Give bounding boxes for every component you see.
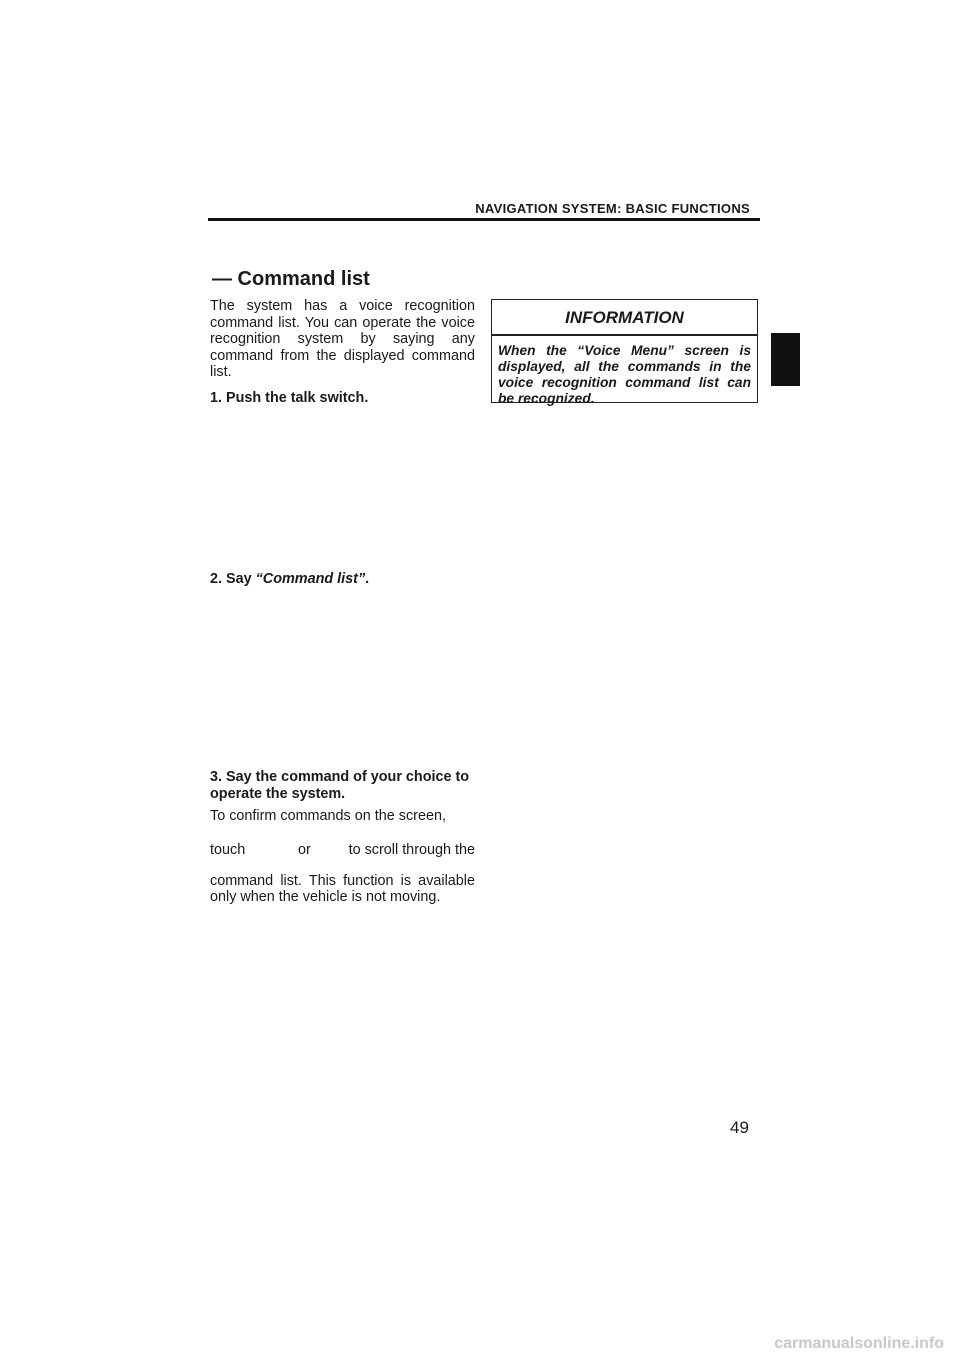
header-rule (208, 218, 760, 221)
section-title: — Command list (212, 268, 370, 290)
watermark: carmanualsonline.info (774, 1335, 944, 1352)
information-box (491, 299, 758, 407)
step-3-block (210, 769, 475, 906)
scroll-or-word: or (298, 841, 311, 858)
step-1: 1. Push the talk switch. (210, 389, 369, 406)
scroll-line-1: To confirm commands on the screen, (210, 808, 446, 824)
section-tab-marker (771, 333, 800, 386)
running-header: NAVIGATION SYSTEM: BASIC FUNCTIONS (475, 201, 750, 216)
information-title: INFORMATION (565, 308, 684, 327)
step-2-suffix: . (365, 571, 370, 587)
step-2-command: “Command list” (255, 571, 366, 587)
scroll-touch-word: touch (210, 841, 246, 858)
page-number: 49 (730, 1118, 749, 1137)
information-text: When the “Voice Menu” screen is displayed, all the commands in the voice recognition command list can be recognized. (498, 342, 751, 407)
step-2-prefix: 2. Say (210, 571, 256, 587)
step-3: 3. Say the command of your choice to operate the system. (210, 769, 470, 802)
scroll-line-2 (210, 842, 475, 860)
step-2 (210, 571, 475, 588)
intro-paragraph: The system has a voice recognition command list. You can operate the voice recognition system by saying any command from the displayed command list. (210, 298, 475, 380)
intro-block (210, 298, 475, 406)
scroll-rest-text: to scroll through the (348, 841, 475, 858)
step-2-block (210, 571, 475, 588)
scroll-line-3: command list. This function is available only when the vehicle is not moving. (210, 872, 475, 905)
